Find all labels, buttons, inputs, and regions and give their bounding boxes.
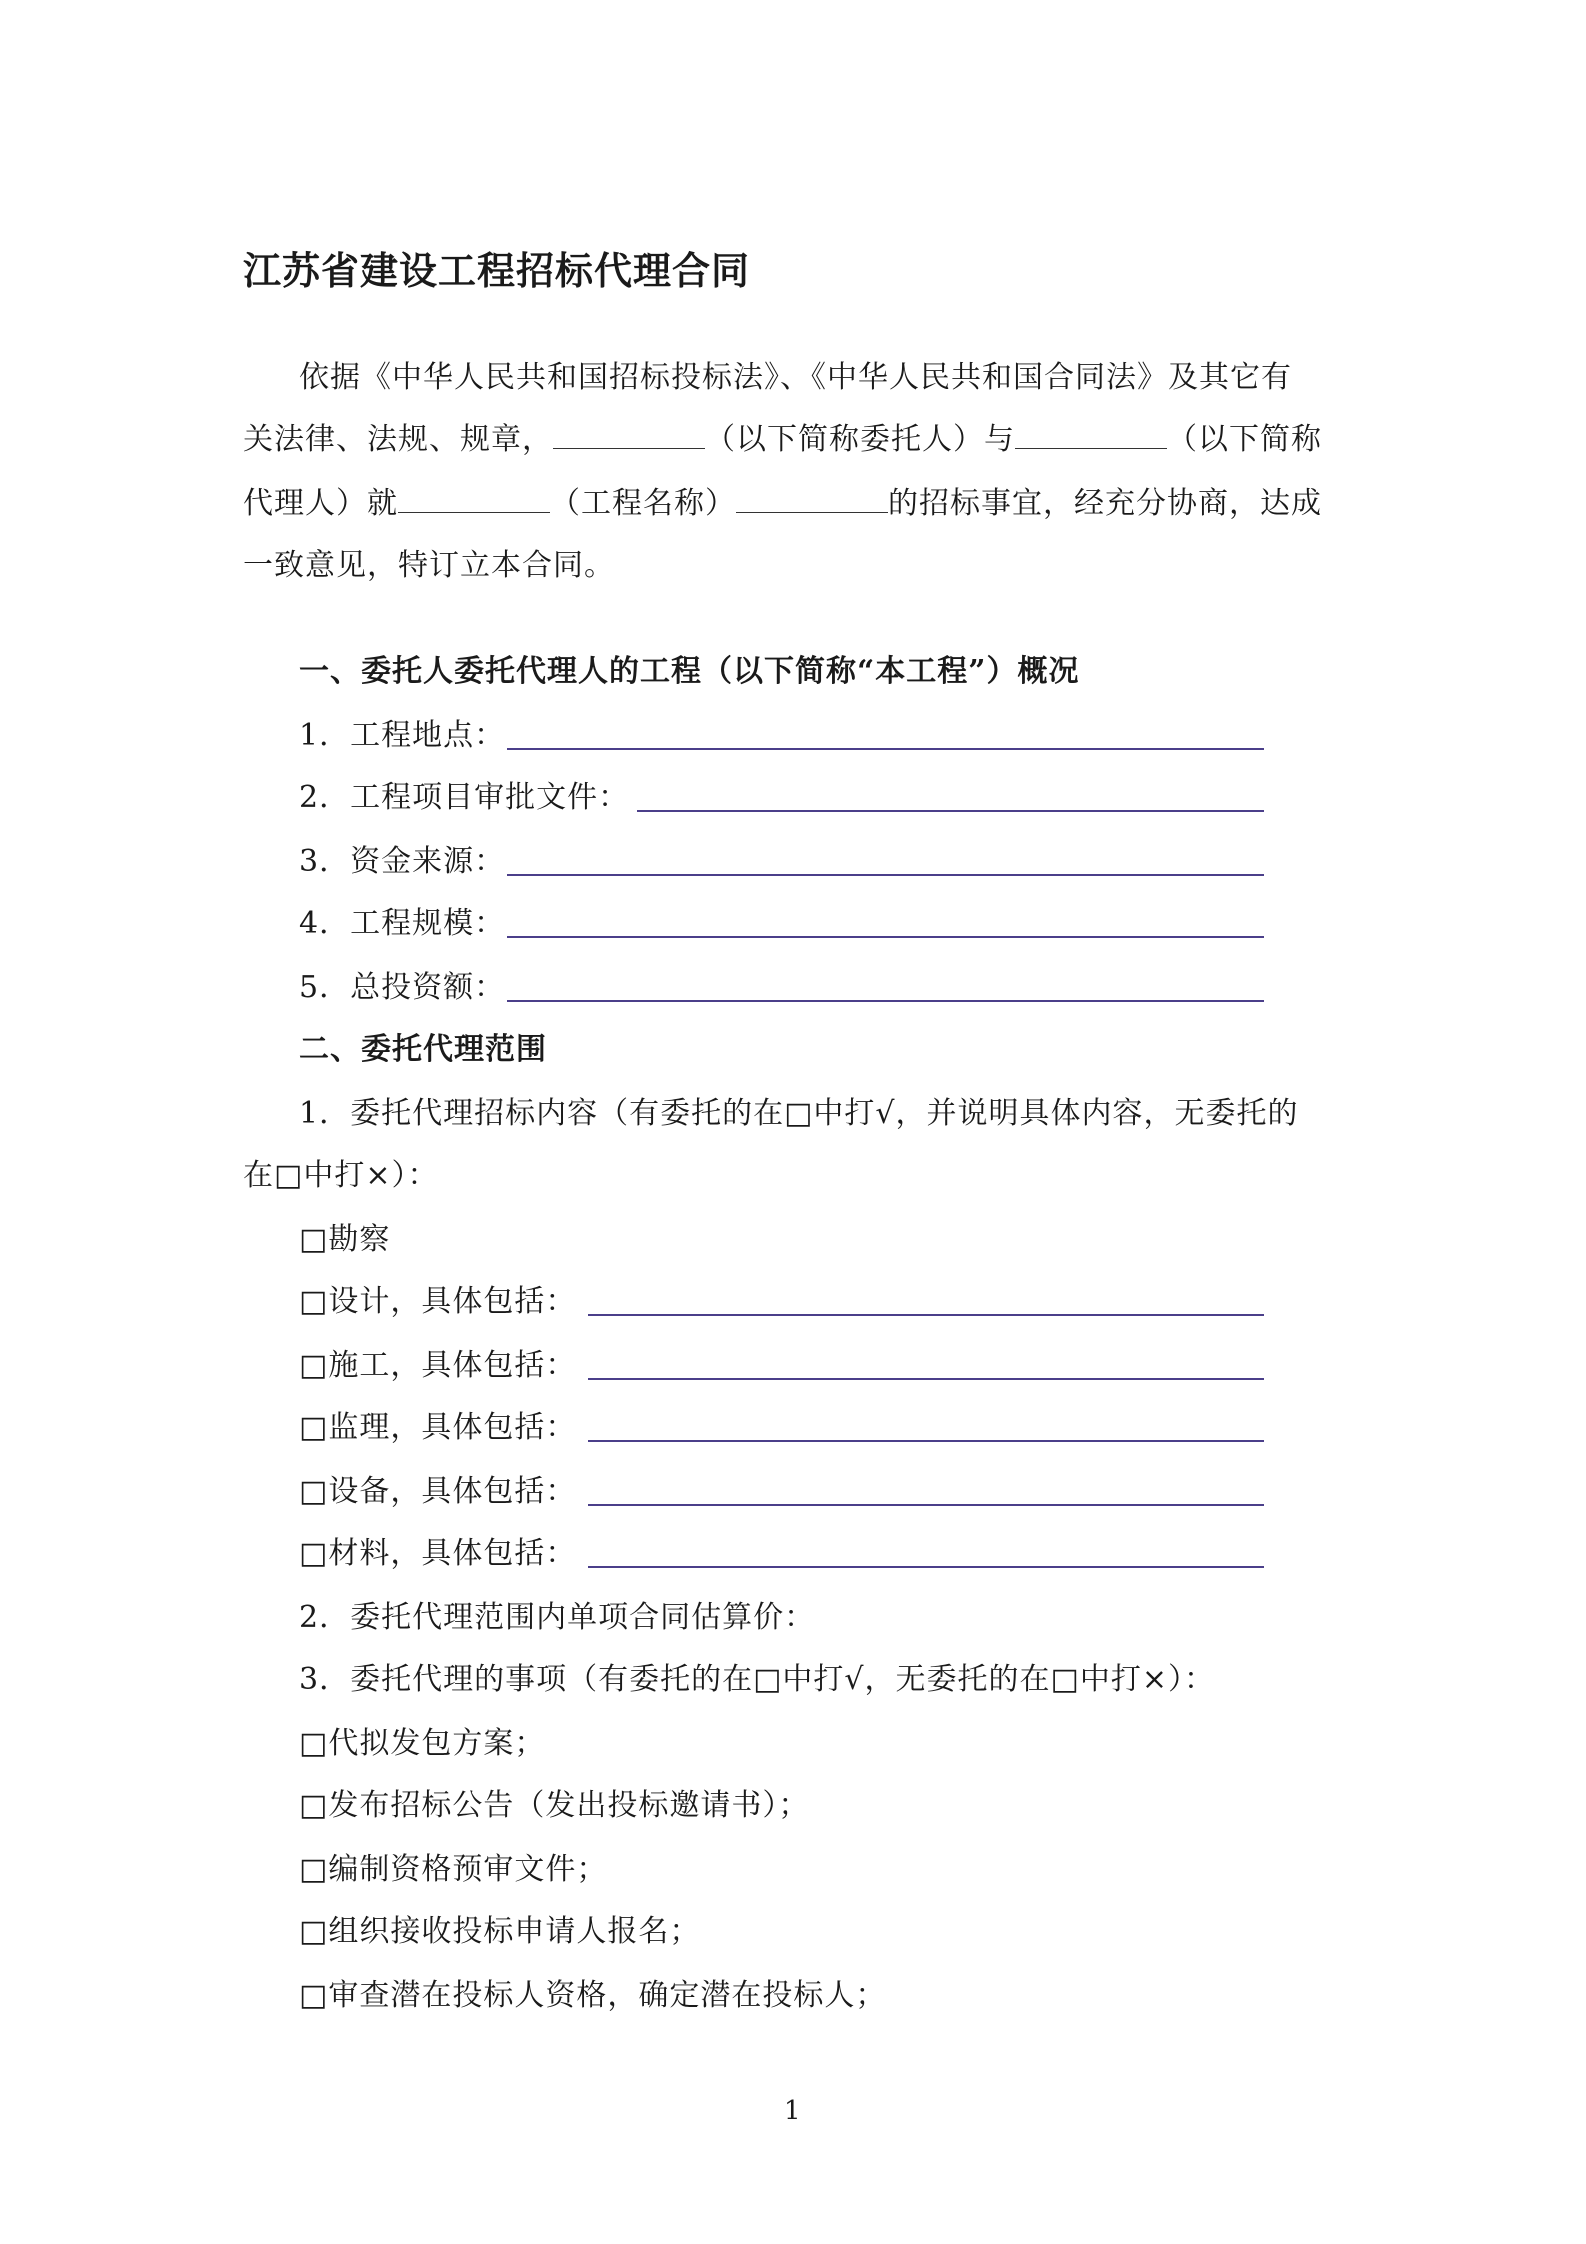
scope-supervision-checkbox[interactable]: □监理，具体包括：	[299, 1410, 577, 1445]
preamble-text: （以下简称委托人）与	[705, 422, 1015, 457]
preamble-line-2	[243, 420, 1322, 460]
task-checkbox-4[interactable]: □组织接收投标申请人报名；	[299, 1914, 701, 1949]
preamble-text: （工程名称）	[550, 486, 736, 521]
task-checkbox-1[interactable]: □代拟发包方案；	[299, 1726, 546, 1761]
agent-blank[interactable]	[398, 484, 550, 513]
preamble-line-1: 依据《中华人民共和国招标投标法》、《中华人民共和国合同法》及其它有	[299, 360, 1292, 395]
scope-design-field[interactable]	[588, 1314, 1264, 1316]
agent-name-blank[interactable]	[1015, 420, 1167, 449]
agency-matters-line: 3．委托代理的事项（有委托的在□中打√，无委托的在□中打×）：	[299, 1662, 1216, 1697]
preamble-line-4: 一致意见，特订立本合同。	[243, 548, 615, 583]
preamble-text: 代理人）就	[243, 486, 398, 521]
project-scale-label: 4．工程规模：	[299, 906, 506, 941]
project-scale-field[interactable]	[507, 936, 1264, 938]
project-location-field[interactable]	[507, 748, 1264, 750]
estimated-price-line: 2．委托代理范围内单项合同估算价：	[299, 1600, 816, 1635]
approval-document-field[interactable]	[637, 810, 1264, 812]
preamble-text: 关法律、法规、规章，	[243, 422, 553, 457]
task-checkbox-3[interactable]: □编制资格预审文件；	[299, 1852, 608, 1887]
page-title: 江苏省建设工程招标代理合同	[243, 249, 751, 293]
fund-source-field[interactable]	[507, 874, 1264, 876]
task-checkbox-2[interactable]: □发布招标公告（发出投标邀请书）；	[299, 1788, 810, 1823]
approval-document-label: 2．工程项目审批文件：	[299, 780, 630, 815]
scope-materials-checkbox[interactable]: □材料，具体包括：	[299, 1536, 577, 1571]
project-name-blank[interactable]	[736, 484, 888, 513]
scope-construction-checkbox[interactable]: □施工，具体包括：	[299, 1348, 577, 1383]
scope-paragraph-1-cont: 在□中打×）：	[243, 1158, 439, 1193]
scope-design-checkbox[interactable]: □设计，具体包括：	[299, 1284, 577, 1319]
client-name-blank[interactable]	[553, 420, 705, 449]
task-checkbox-5[interactable]: □审查潜在投标人资格，确定潜在投标人；	[299, 1978, 887, 2013]
scope-construction-field[interactable]	[588, 1378, 1264, 1380]
scope-survey-checkbox[interactable]: □勘察	[299, 1222, 391, 1257]
scope-supervision-field[interactable]	[588, 1440, 1264, 1442]
preamble-text: 的招标事宜，经充分协商，达成	[888, 486, 1322, 521]
preamble-line-3	[243, 484, 1322, 524]
total-investment-label: 5．总投资额：	[299, 970, 506, 1005]
project-location-label: 1．工程地点：	[299, 718, 506, 753]
scope-equipment-checkbox[interactable]: □设备，具体包括：	[299, 1474, 577, 1509]
scope-paragraph-1: 1．委托代理招标内容（有委托的在□中打√，并说明具体内容，无委托的	[299, 1096, 1299, 1131]
page-number: 1	[784, 2096, 801, 2126]
total-investment-field[interactable]	[507, 1000, 1264, 1002]
section2-heading: 二、委托代理范围	[299, 1032, 547, 1067]
scope-materials-field[interactable]	[588, 1566, 1264, 1568]
preamble-text: （以下简称	[1167, 422, 1322, 457]
section1-heading: 一、委托人委托代理人的工程（以下简称“本工程”）概况	[299, 654, 1080, 689]
fund-source-label: 3．资金来源：	[299, 844, 506, 879]
scope-equipment-field[interactable]	[588, 1504, 1264, 1506]
